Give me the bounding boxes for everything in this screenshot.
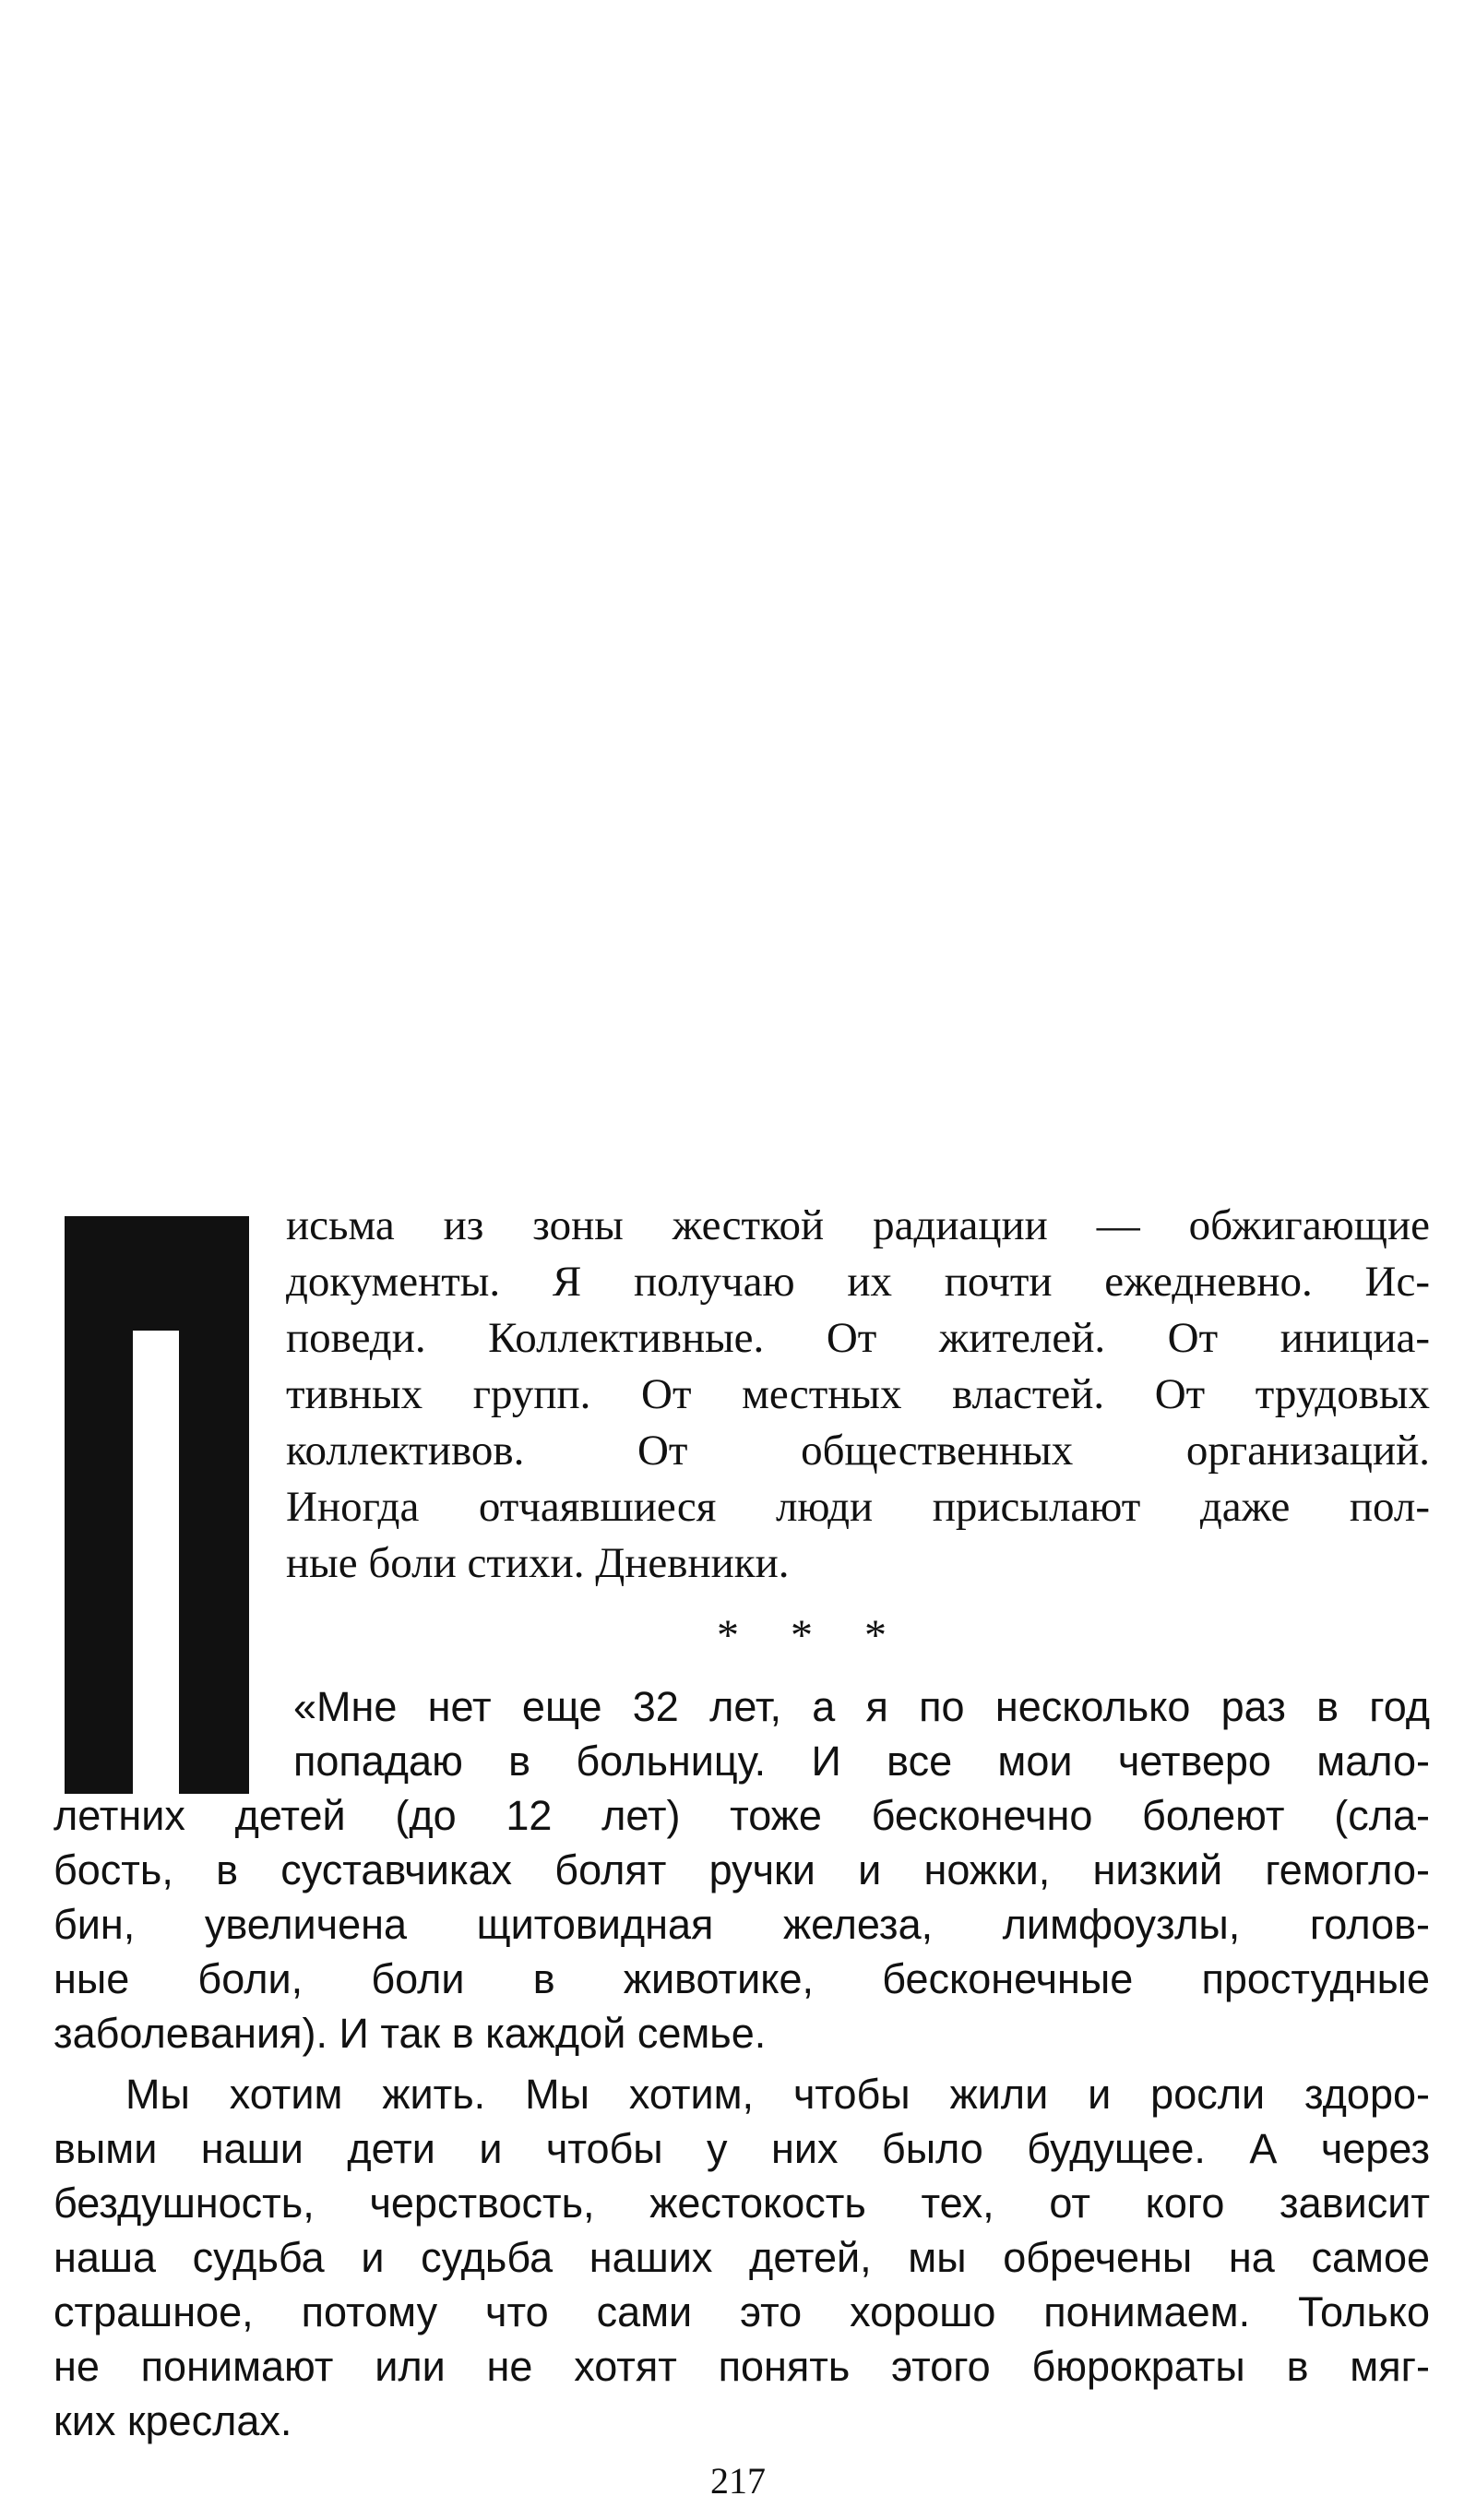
section-separator: * * * — [717, 1611, 907, 1660]
intro-line: документы. Я получаю их почти ежедневно. Ис- — [286, 1258, 1430, 1306]
intro-line: Иногда отчаявшиеся люди присылают даже пол- — [286, 1483, 1430, 1531]
intro-paragraph — [286, 1198, 1430, 1592]
letter-line: страшное, потому что сами это хорошо понимаем. Только — [54, 2288, 1430, 2335]
intro-line: тивных групп. От местных властей. От трудовых — [286, 1370, 1430, 1418]
letter-line: попадаю в больницу. И все мои четверо мало- — [293, 1738, 1430, 1785]
drop-cap-inner-gap — [133, 1331, 179, 1794]
letter-line: наша судьба и судьба наших детей, мы обречены на самое — [54, 2234, 1430, 2281]
letter-line: заболевания). И так в каждой семье. — [54, 2010, 767, 2057]
letter-quote-full — [54, 1788, 1430, 2060]
letter-line: бездушность, черствость, жестокость тех, от кого зависит — [54, 2180, 1430, 2227]
letter-line: не понимают или не хотят понять этого бюрократы в мяг- — [54, 2343, 1430, 2390]
letter-line: «Мне нет еще 32 лет, а я по несколько раз в год — [293, 1683, 1430, 1730]
intro-line: поведи. Коллективные. От жителей. От инициа- — [286, 1314, 1430, 1362]
letter-line: бин, увеличена щитовидная железа, лимфоузлы, голов- — [54, 1901, 1430, 1948]
letter-line: выми наши дети и чтобы у них было будущее. А через — [54, 2125, 1430, 2172]
intro-line: исьма из зоны жесткой радиации — обжигающие — [286, 1201, 1430, 1249]
letter-line: ные боли, боли в животике, бесконечные простудные — [54, 1955, 1430, 2002]
page-number: 217 — [710, 2460, 766, 2502]
letter-quote-indented — [293, 1679, 1430, 1788]
letter-line: летних детей (до 12 лет) тоже бесконечно болеют (сла- — [54, 1792, 1430, 1839]
intro-line: ные боли стихи. Дневники. — [286, 1539, 790, 1587]
drop-cap-letter-p — [65, 1216, 249, 1794]
letter-line: ких креслах. — [54, 2397, 292, 2444]
letter-paragraph-2 — [54, 2067, 1430, 2448]
letter-line: Мы хотим жить. Мы хотим, чтобы жили и росли здоро- — [125, 2071, 1430, 2118]
intro-line: коллективов. От общественных организаций. — [286, 1427, 1430, 1475]
letter-line: бость, в суставчиках болят ручки и ножки, низкий гемогло- — [54, 1846, 1430, 1893]
